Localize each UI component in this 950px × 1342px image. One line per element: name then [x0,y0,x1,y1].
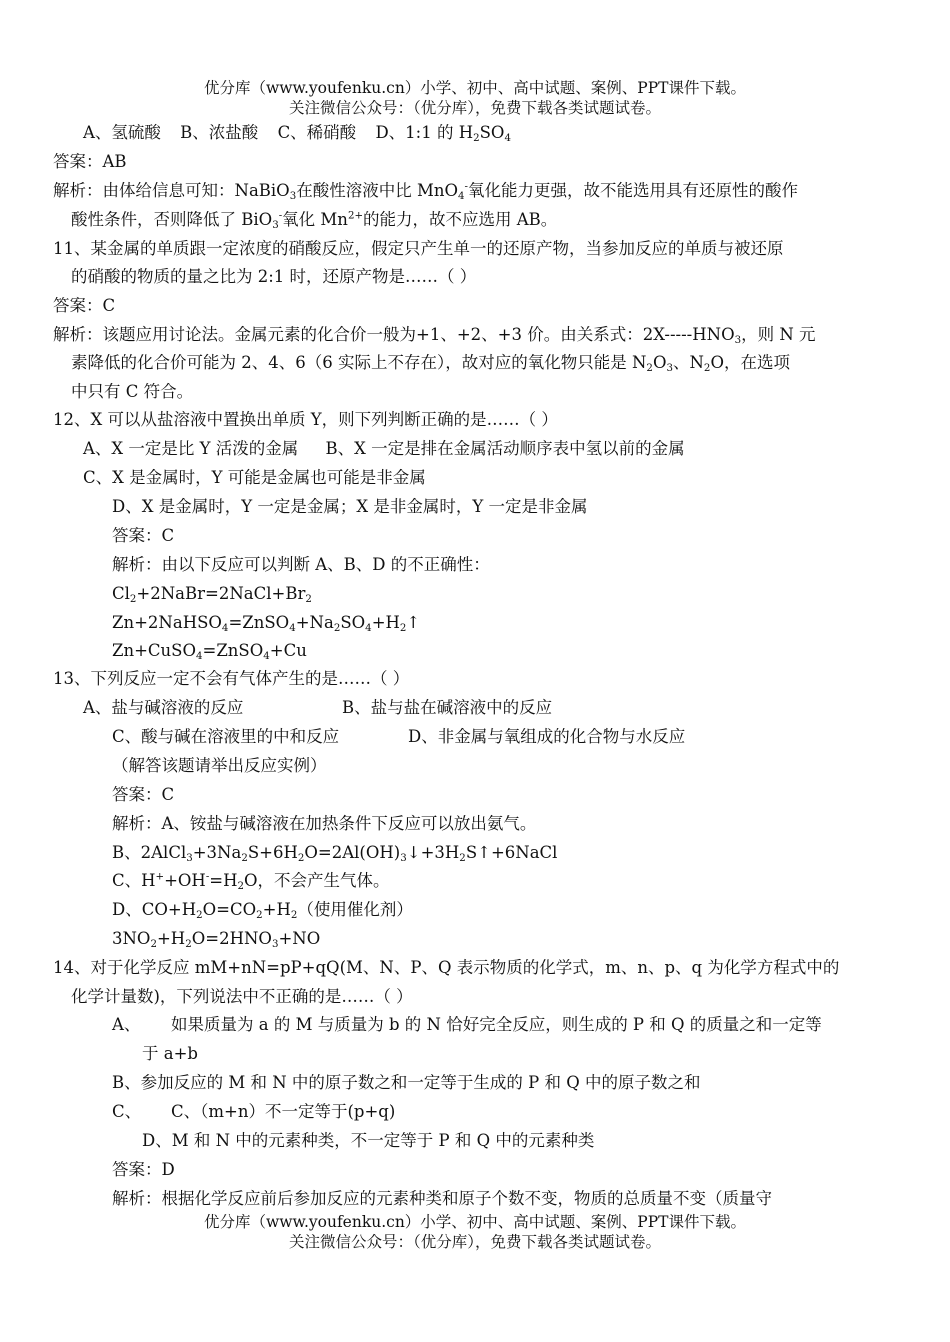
q14-stem-line-1: 14、对于化学反应 mM+nN=pP+qQ(M、N、P、Q 表示物质的化学式，m、n、p、q 为化学方程式中的 [53,958,840,977]
q10-analysis-line-2: 酸性条件，否则降低了 BiO$_3$-氧化 $Mn^{2+}$的能力，故不应选用 AB。 [71,210,558,231]
q13-option-a: A、盐与碱溶液的反应 [83,698,244,717]
q13-option-c: C、酸与碱在溶液里的中和反应 [112,727,340,746]
q10-option-b: B、浓盐酸 [180,123,259,142]
q12-option-a: A、X 一定是比 Y 活泼的金属 [83,439,299,458]
q13-analysis-e: $3NO_2+H_2O=2HNO_3+NO$ [112,929,321,950]
q12-options-ab [83,438,685,460]
q14-analysis-line-1: 解析：根据化学反应前后参加反应的元素种类和原子个数不变，物质的总质量不变（质量守 [112,1189,772,1208]
q12-option-c: C、X 是金属时，Y 可能是金属也可能是非金属 [83,468,426,487]
q10-answer: 答案：AB [53,152,127,171]
footer-line-2: 关注微信公众号：（优分库），免费下载各类试题试卷。 [288,1233,661,1251]
q11-answer: 答案：C [53,296,116,315]
q14-stem-line-2: 化学计量数)，下列说法中不正确的是……（ ） [71,987,413,1006]
q10-option-a: A、氢硫酸 [83,123,161,142]
q14-option-d: D、M 和 N 中的元素种类，不一定等于 P 和 Q 中的元素种类 [142,1131,595,1150]
q11-analysis-line-3: 中只有 C 符合。 [71,382,194,401]
q10-analysis-line-1: 解析：由体给信息可知：NaBiO$_3$在酸性溶液中比 MnO$_4$-氧化能力更强，故不能选用具有还原性的酸作 [53,181,798,202]
q12-stem: 12、X 可以从盐溶液中置换出单质 Y，则下列判断正确的是……（ ） [53,410,558,429]
q14-option-a-line-1: 如果质量为 a 的 M 与质量为 b 的 N 恰好完全反应，则生成的 P 和 Q 的质量之和一定等 [171,1015,822,1034]
q13-answer: 答案：C [112,785,175,804]
q10-option-d: D、1:1 的 $H_2SO_4$ [375,123,511,144]
q12-option-b: B、X 一定是排在金属活动顺序表中氢以前的金属 [325,439,685,458]
q13-stem: 13、下列反应一定不会有气体产生的是……（ ） [53,669,410,688]
q12-analysis: 解析：由以下反应可以判断 A、B、D 的不正确性： [112,555,490,574]
q11-analysis-line-2: 素降低的化合价可能为 2、4、6（6 实际上不存在），故对应的氧化物只能是 $N_2O_3$、$N_2O$，在选项 [71,353,790,374]
q10-option-c: C、稀硝酸 [277,123,357,142]
q12-answer: 答案：C [112,526,175,545]
q13-analysis-d: D、$CO+H_2O=CO_2+H_2$（使用催化剂） [112,900,413,921]
q13-analysis-c: C、$H^++OH^-=H_2O$，不会产生气体。 [112,871,390,892]
header-line-1: 优分库（www.youfenku.cn）小学、初中、高中试题、案例、PPT课件下载。 [203,79,747,97]
q13-analysis-b: B、$2AlCl_3+3Na_2S+6H_2O=2Al(OH)_3↓+3H_2S↑+6NaCl$ [112,843,558,864]
q13-analysis-a: 解析：A、铵盐与碱溶液在加热条件下反应可以放出氨气。 [112,814,537,833]
q14-answer: 答案：D [112,1160,175,1179]
q11-stem-line-1: 11、某金属的单质跟一定浓度的硝酸反应，假定只产生单一的还原产物，当参加反应的单质与被还原 [53,239,784,258]
q12-equation-3: Zn+CuSO$_4$=ZnSO$_4$+Cu [112,641,307,662]
q10-options [83,122,511,144]
q13-option-d: D、非金属与氧组成的化合物与水反应 [408,727,686,746]
q12-equation-2: $Zn+2NaHSO_4=ZnSO_4+Na_2SO_4+H_2↑$ [112,613,421,634]
q14-option-c: C、（m+n）不一定等于(p+q) [171,1102,396,1121]
q11-stem-line-2: 的硝酸的物质的量之比为 2:1 时，还原产物是……（ ） [71,267,477,286]
q14-option-b: B、参加反应的 M 和 N 中的原子数之和一定等于生成的 P 和 Q 中的原子数之和 [112,1073,701,1092]
q13-option-b: B、盐与盐在碱溶液中的反应 [342,698,553,717]
q11-analysis-line-1: 解析：该题应用讨论法。金属元素的化合价一般为+1、+2、+3 价。由关系式：$2X-----HNO_3$，则 N 元 [53,325,816,346]
q14-option-a-line-2: 于 a+b [142,1044,198,1063]
q14-option-c-label: C、 [112,1102,142,1121]
q12-equation-1: $Cl_2+2NaBr=2NaCl+Br_2$ [112,584,312,605]
q13-note: （解答该题请举出反应实例） [112,756,327,775]
header-line-2: 关注微信公众号：（优分库），免费下载各类试题试卷。 [288,99,661,117]
footer-line-1: 优分库（www.youfenku.cn）小学、初中、高中试题、案例、PPT课件下载。 [203,1213,747,1231]
q14-option-a-label: A、 [112,1015,141,1034]
q12-option-d: D、X 是金属时，Y 一定是金属；X 是非金属时，Y 一定是非金属 [112,497,588,516]
